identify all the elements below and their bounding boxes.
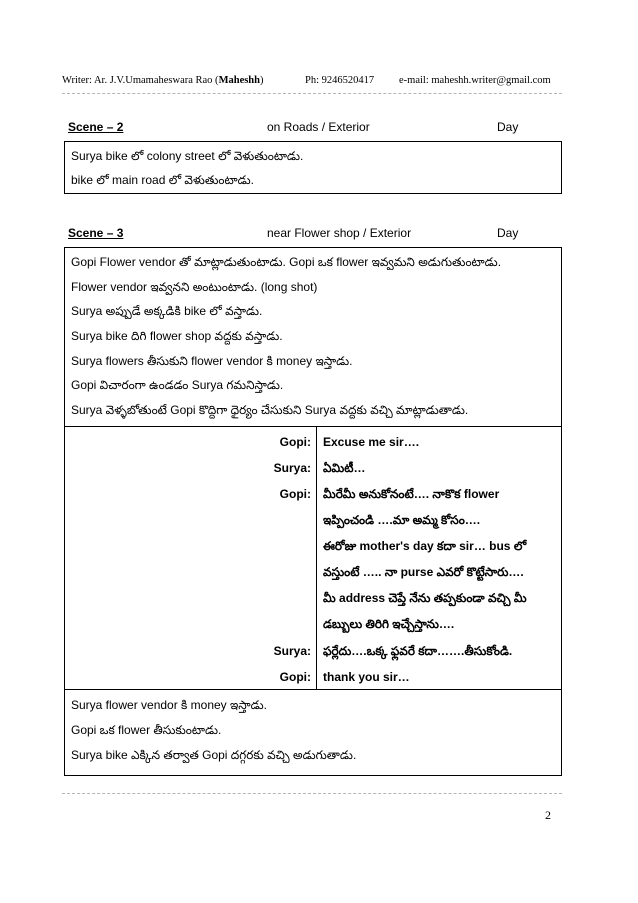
dialogue-table xyxy=(64,427,562,690)
speaker-name: Surya: xyxy=(273,644,311,658)
scene-time: Day xyxy=(497,226,519,240)
scene-3-action-box xyxy=(64,247,562,427)
action-line: Surya bike లో colony street లో వెళుతుంటాడు. xyxy=(71,149,304,163)
action-line: Surya bike దిగి flower shop వద్దకు వస్తాడు. xyxy=(71,329,283,343)
speaker-name: Gopi: xyxy=(279,487,311,501)
dialogue-line: thank you sir… xyxy=(323,670,410,684)
scene-location: near Flower shop / Exterior xyxy=(267,226,412,240)
action-line: Flower vendor ఇవ్వనని అంటుంటాడు. (long shot) xyxy=(71,280,318,294)
action-line: Gopi విచారంగా ఉండడం Surya గమనిస్తాడు. xyxy=(71,378,284,392)
scene-location: on Roads / Exterior xyxy=(267,120,370,134)
action-line: Gopi ఒక flower తీసుకుంటాడు. xyxy=(71,723,222,737)
action-line: Surya bike ఎక్కిన తర్వాత Gopi దగ్గరకు వచ్చి అడుగుతాడు. xyxy=(71,748,357,762)
scene-3-after-action-box xyxy=(64,690,562,776)
dialogue-line: మీ address చెప్తే నేను తప్పకుండా వచ్చి మీ xyxy=(323,591,527,605)
dialogue-line: వస్తుంటే ….. నా purse ఎవరో కొట్టేసారు…. xyxy=(323,565,524,579)
scene-number: Scene – 2 xyxy=(68,120,124,134)
email-address: e-mail: maheshh.writer@gmail.com xyxy=(399,75,551,86)
speaker-name: Gopi: xyxy=(279,435,311,449)
writer-credit: Writer: Ar. J.V.Umamaheswara Rao (Maheshh) xyxy=(62,75,264,86)
dialogue-line: మీరేమీ అనుకోనంటే…. నాకొక flower xyxy=(323,487,500,501)
dialogue-line: Excuse me sir…. xyxy=(323,435,420,449)
page-number: 2 xyxy=(545,808,551,822)
scene-time: Day xyxy=(497,120,519,134)
action-line: Surya వెళ్ళబోతుంటే Gopi కొద్దిగా ధైర్యం చేసుకుని Surya వద్దకు వచ్చి మాట్లాడుతాడు. xyxy=(71,403,469,417)
scene-number: Scene – 3 xyxy=(68,226,124,240)
scene-2-heading xyxy=(68,120,558,138)
scene-2-action-box xyxy=(64,141,562,194)
dialogue-line: ఈరోజు mother's day కదా sir… bus లో xyxy=(323,539,527,553)
header-divider xyxy=(62,93,562,94)
action-line: bike లో main road లో వెళుతుంటాడు. xyxy=(71,173,254,187)
speaker-name: Surya: xyxy=(273,461,311,475)
footer-divider xyxy=(62,793,562,794)
dialogue-column-divider xyxy=(316,427,317,689)
dialogue-line: ఇప్పించండి ….మా అమ్మ కోసం…. xyxy=(323,513,481,527)
action-line: Surya flowers తీసుకుని flower vendor కి money ఇస్తాడు. xyxy=(71,354,353,368)
action-line: Surya flower vendor కి money ఇస్తాడు. xyxy=(71,698,268,712)
scene-3-heading xyxy=(68,226,558,244)
action-line: Surya అప్పుడే అక్కడికి bike లో వస్తాడు. xyxy=(71,304,263,318)
dialogue-line: ఏమిటీ… xyxy=(323,461,366,475)
dialogue-line: డబ్బులు తిరిగి ఇచ్చేస్తాను…. xyxy=(323,617,455,631)
speaker-name: Gopi: xyxy=(279,670,311,684)
dialogue-line: ఫర్లేదు….ఒక్క ఫ్లవరే కదా…….తీసుకోండి. xyxy=(323,644,513,658)
phone-number: Ph: 9246520417 xyxy=(305,75,375,86)
action-line: Gopi Flower vendor తో మాట్లాడుతుంటాడు. Gopi ఒక flower ఇవ్వమని అడుగుతుంటాడు. xyxy=(71,255,502,269)
